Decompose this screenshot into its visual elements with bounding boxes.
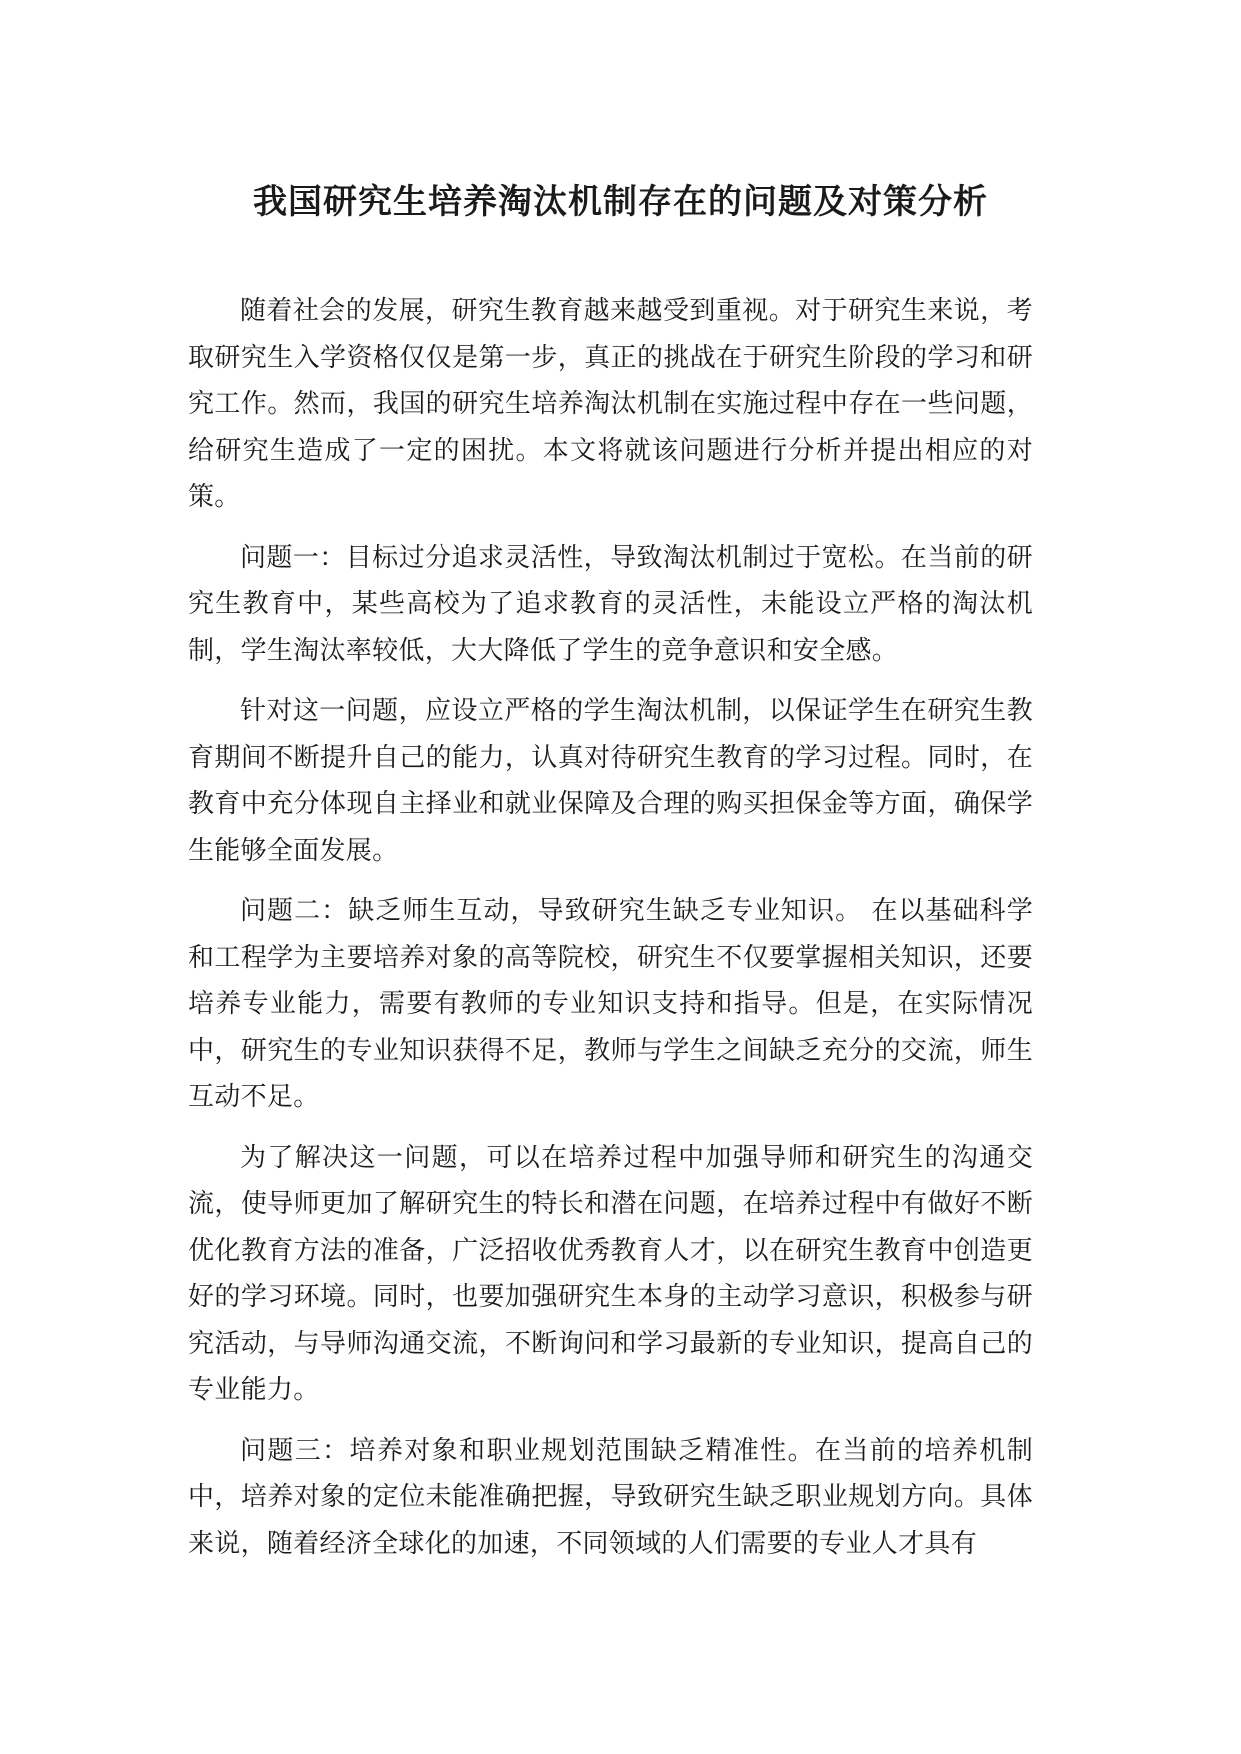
paragraph-problem-three: 问题三：培养对象和职业规划范围缺乏精准性。在当前的培养机制中，培养对象的定位未能准确把握，导致研究生缺乏职业规划方向。具体来说，随着经济全球化的加速，不同领域的人们需要的专业人才具有 — [188, 1435, 1033, 1559]
paragraph-solution-two: 为了解决这一问题，可以在培养过程中加强导师和研究生的沟通交流，使导师更加了解研究生的特长和潜在问题，在培养过程中有做好不断优化教育方法的准备，广泛招收优秀教育人才，以在研究生教育中创造更好的学习环境。同时，也要加强研究生本身的主动学习意识，积极参与研究活动，与导师沟通交流，不断询问和学习最新的专业知识，提高自己的专业能力。 — [188, 1142, 1033, 1405]
paragraph-problem-one: 问题一：目标过分追求灵活性，导致淘汰机制过于宽松。在当前的研究生教育中，某些高校为了追求教育的灵活性，未能设立严格的淘汰机制，学生淘汰率较低，大大降低了学生的竞争意识和安全感。 — [188, 542, 1033, 666]
paragraph-solution-one: 针对这一问题，应设立严格的学生淘汰机制，以保证学生在研究生教育期间不断提升自己的能力，认真对待研究生教育的学习过程。同时，在教育中充分体现自主择业和就业保障及合理的购买担保金等方面，确保学生能够全面发展。 — [188, 696, 1033, 866]
paragraph-intro: 随着社会的发展，研究生教育越来越受到重视。对于研究生来说，考取研究生入学资格仅仅是第一步，真正的挑战在于研究生阶段的学习和研究工作。然而，我国的研究生培养淘汰机制在实施过程中存在一些问题，给研究生造成了一定的困扰。本文将就该问题进行分析并提出相应的对策。 — [188, 296, 1033, 512]
paragraph-problem-two: 问题二：缺乏师生互动，导致研究生缺乏专业知识。 在以基础科学和工程学为主要培养对象的高等院校，研究生不仅要掌握相关知识，还要培养专业能力，需要有教师的专业知识支持和指导。但是，在实际情况中，研究生的专业知识获得不足，教师与学生之间缺乏充分的交流，师生互动不足。 — [188, 896, 1033, 1112]
document-title: 我国研究生培养淘汰机制存在的问题及对策分析 — [253, 182, 988, 222]
document-body — [188, 288, 1033, 1581]
